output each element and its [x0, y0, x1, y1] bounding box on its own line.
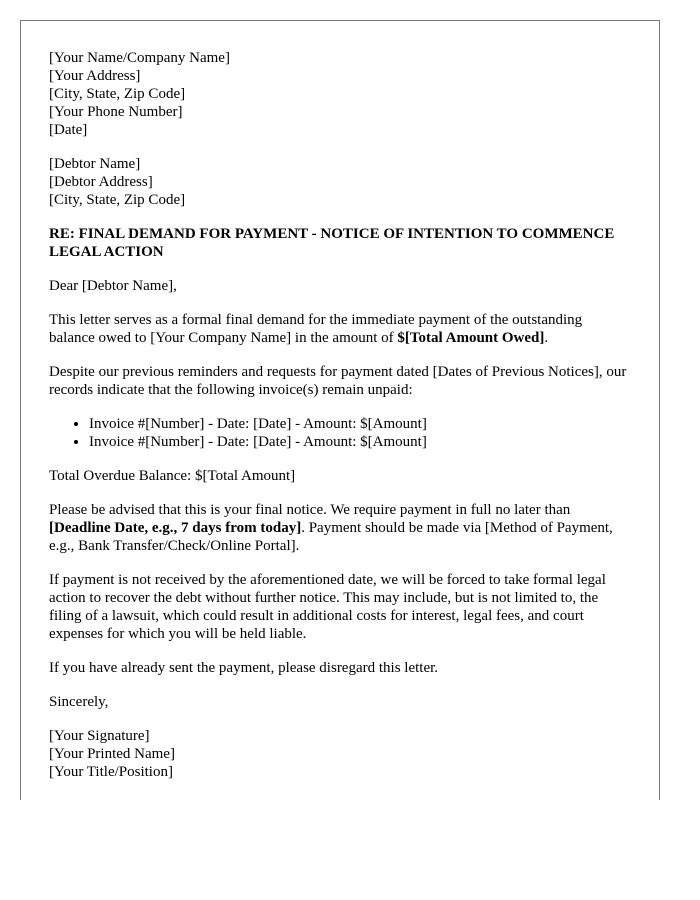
total-amount-owed: $[Total Amount Owed] — [397, 330, 545, 346]
deadline-date: [Deadline Date, e.g., 7 days from today] — [49, 520, 302, 536]
printed-name: [Your Printed Name] — [49, 746, 175, 762]
signature-block — [49, 727, 631, 781]
letter-page — [20, 20, 660, 800]
salutation: Dear [Debtor Name], — [49, 278, 177, 294]
paragraph-final-notice — [49, 501, 631, 555]
invoice-item: • Invoice #[Number] - Date: [Date] - Amount: $[Amount] — [89, 433, 631, 451]
paragraph-demand-text: This letter serves as a formal final demand for the immediate payment of the outstanding balance owed to [Your Company Name] in the amount of — [49, 312, 583, 346]
sender-city-state-zip: [City, State, Zip Code] — [49, 86, 186, 102]
recipient-address: [Debtor Address] — [49, 174, 153, 190]
sender-phone: [Your Phone Number] — [49, 104, 183, 120]
paragraph-disregard: If you have already sent the payment, please disregard this letter. — [49, 660, 439, 676]
paragraph-final-notice-end: . Payment should be made via [Method of Payment, e.g., Bank Transfer/Check/Online Portal]. — [49, 520, 613, 554]
recipient-name: [Debtor Name] — [49, 156, 141, 172]
paragraph-previous-notices: Despite our previous reminders and requests for payment dated [Dates of Previous Notices], our records indicate that the following invoice(s) remain unpaid: — [49, 364, 627, 398]
signature: [Your Signature] — [49, 728, 150, 744]
recipient-city-state-zip: [City, State, Zip Code] — [49, 192, 186, 208]
paragraph-demand — [49, 311, 631, 347]
paragraph-legal-action: If payment is not received by the aforementioned date, we will be forced to take formal legal action to recover the debt without further notice. This may include, but is not limited to, the filing of a lawsuit, which could result in additional costs for interest, legal fees, and court expenses for which you will be held liable. — [49, 572, 606, 642]
closing: Sincerely, — [49, 694, 109, 710]
title-position: [Your Title/Position] — [49, 764, 173, 780]
sender-name: [Your Name/Company Name] — [49, 50, 230, 66]
subject-line: RE: FINAL DEMAND FOR PAYMENT - NOTICE OF INTENTION TO COMMENCE LEGAL ACTION — [49, 226, 615, 260]
letter-date: [Date] — [49, 122, 88, 138]
total-overdue-balance: Total Overdue Balance: $[Total Amount] — [49, 468, 296, 484]
recipient-block — [49, 155, 631, 209]
sender-address: [Your Address] — [49, 68, 141, 84]
paragraph-demand-end: . — [544, 330, 549, 346]
paragraph-final-notice-text: Please be advised that this is your final notice. We require payment in full no later than — [49, 502, 571, 518]
invoice-list — [49, 415, 631, 451]
sender-block — [49, 49, 631, 139]
invoice-item: • Invoice #[Number] - Date: [Date] - Amount: $[Amount] — [89, 415, 631, 433]
